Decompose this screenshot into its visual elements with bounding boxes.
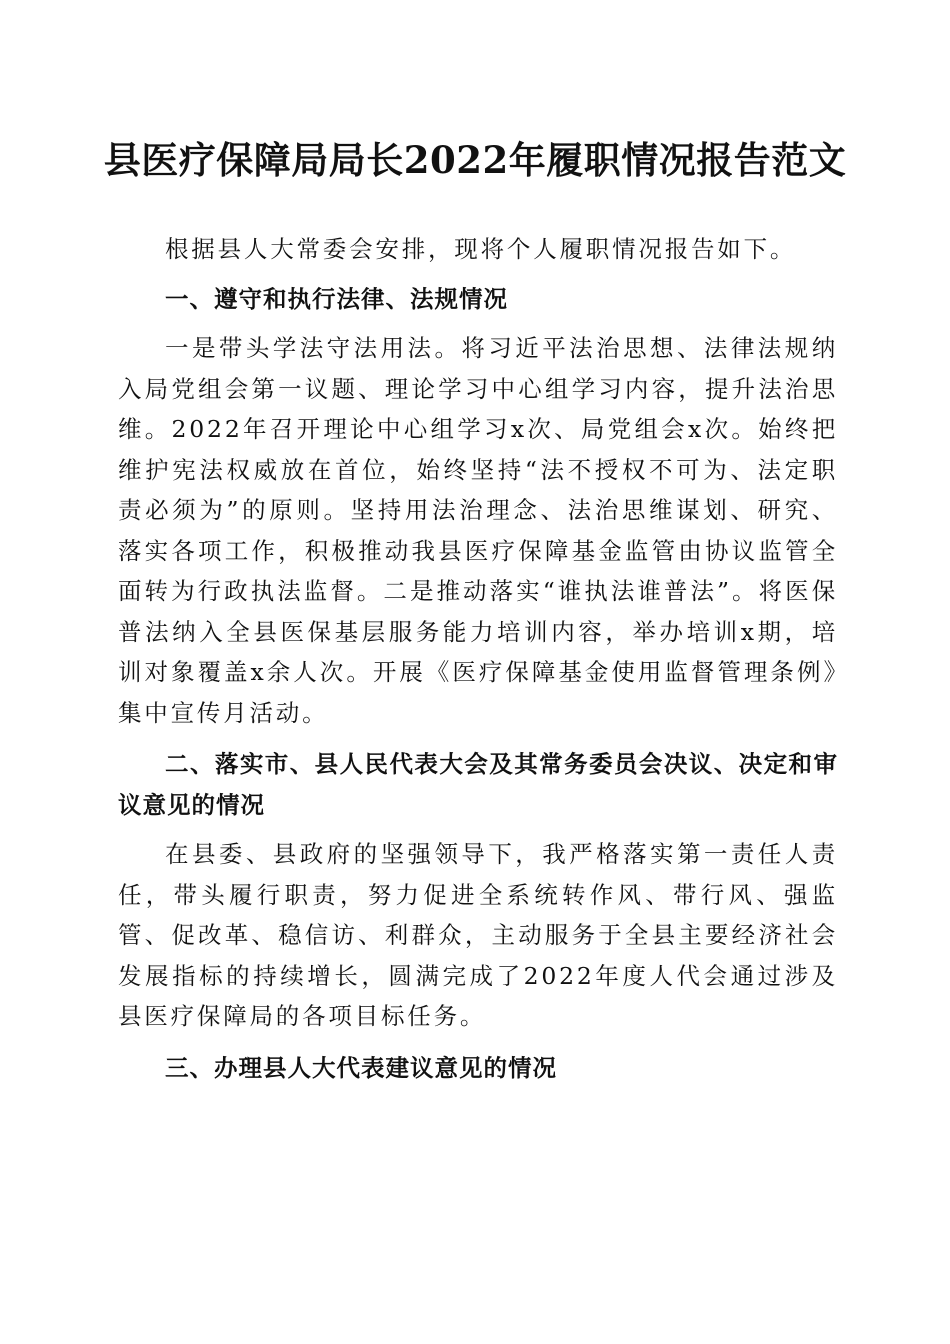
intro-paragraph: 根据县人大常委会安排，现将个人履职情况报告如下。 bbox=[165, 235, 797, 263]
section-heading-1: 一、遵守和执行法律、法规情况 bbox=[165, 284, 508, 313]
section-paragraph-2: 在县委、县政府的坚强领导下，我严格落实第一责任人责任，带头履行职责，努力促进全系统转作风、带行风、强监管、促改革、稳信访、利群众，主动服务于全县主要经济社会发展指标的持续增长，圆满完成了2022年度人代会通过涉及县医疗保障局的各项目标任务。 bbox=[118, 840, 838, 1030]
section-heading-2: 二、落实市、县人民代表大会及其常务委员会决议、决定和审议意见的情况 bbox=[118, 750, 838, 819]
document-body bbox=[118, 205, 838, 1088]
document-title: 县医疗保障局局长2022年履职情况报告范文 bbox=[103, 138, 847, 182]
section-heading-3: 三、办理县人大代表建议意见的情况 bbox=[165, 1053, 557, 1082]
section-paragraph-1: 一是带头学法守法用法。将习近平法治思想、法律法规纳入局党组会第一议题、理论学习中心组学习内容，提升法治思维。2022年召开理论中心组学习x次、局党组会x次。始终把维护宪法权威放在首位，始终坚持“法不授权不可为、法定职责必须为”的原则。坚持用法治理念、法治思维谋划、研究、落实各项工作，积极推动我县医疗保障基金监管由协议监管全面转为行政执法监督。二是推动落实“谁执法谁普法”。将医保普法纳入全县医保基层服务能力培训内容，举办培训x期，培训对象覆盖x余人次。开展《医疗保障基金使用监督管理条例》集中宣传月活动。 bbox=[118, 334, 838, 727]
